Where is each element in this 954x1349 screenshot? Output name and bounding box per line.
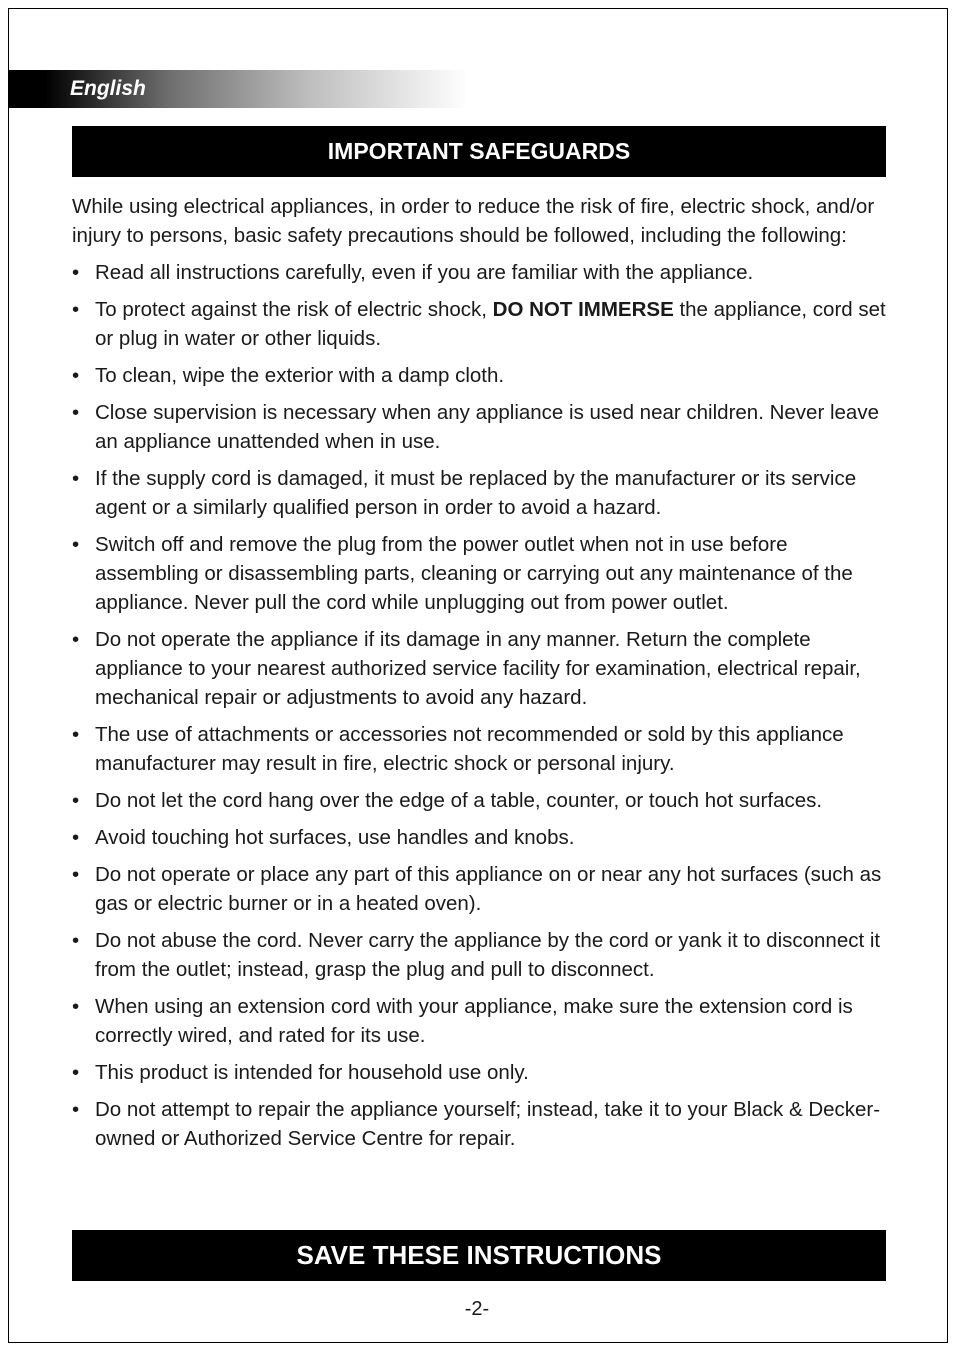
bullet-icon: • — [72, 261, 80, 284]
list-item — [72, 823, 886, 852]
save-instructions-banner — [72, 1230, 886, 1281]
item-text: Do not attempt to repair the appliance yourself; instead, take it to your Black & Decker-owned or Authorized Service Centre for repair. — [95, 1098, 881, 1150]
item-text: When using an extension cord with your appliance, make sure the extension cord is correctly wired, and rated for its use. — [95, 995, 853, 1047]
list-item — [72, 1095, 886, 1153]
page-number: -2- — [464, 1298, 490, 1320]
bullet-icon: • — [72, 1061, 80, 1084]
bullet-icon: • — [72, 863, 80, 886]
language-label: English — [70, 77, 146, 100]
list-item — [72, 926, 886, 984]
list-item — [72, 464, 886, 522]
item-text: Do not abuse the cord. Never carry the appliance by the cord or yank it to disconnect it from the outlet; instead, grasp the plug and pull to disconnect. — [95, 929, 881, 981]
list-item — [72, 786, 886, 815]
item-text: Close supervision is necessary when any appliance is used near children. Never leave an appliance unattended when in use. — [95, 401, 879, 453]
bullet-icon: • — [72, 995, 80, 1018]
bullet-icon: • — [72, 401, 80, 424]
item-text: Avoid touching hot surfaces, use handles and knobs. — [95, 826, 575, 849]
bullet-icon: • — [72, 789, 80, 812]
safeguards-content — [72, 192, 886, 1161]
bullet-icon: • — [72, 1098, 80, 1121]
item-text: To clean, wipe the exterior with a damp cloth. — [95, 364, 505, 387]
save-instructions-title: SAVE THESE INSTRUCTIONS — [296, 1240, 662, 1270]
list-item — [72, 1058, 886, 1087]
item-text: Do not operate the appliance if its damage in any manner. Return the complete appliance to your nearest authorized service facility for examination, electrical repair, mechanical repair or adjustments to avoid any hazard. — [95, 628, 861, 709]
intro-paragraph: While using electrical appliances, in order to reduce the risk of fire, electric shock, and/or injury to persons, basic safety precautions should be followed, including the following: — [72, 195, 875, 247]
item-text: If the supply cord is damaged, it must be replaced by the manufacturer or its service agent or a similarly qualified person in order to avoid a hazard. — [95, 467, 857, 519]
item-text-emphasis: DO NOT IMMERSE — [492, 298, 674, 321]
list-item — [72, 860, 886, 918]
list-item — [72, 625, 886, 712]
item-text: The use of attachments or accessories not recommended or sold by this appliance manufacturer may result in fire, electric shock or personal injury. — [95, 723, 844, 775]
item-text: This product is intended for household use only. — [95, 1061, 529, 1084]
safeguards-list — [72, 258, 886, 1153]
bullet-icon: • — [72, 298, 80, 321]
list-item — [72, 720, 886, 778]
section-header — [72, 126, 886, 177]
list-item — [72, 398, 886, 456]
list-item — [72, 992, 886, 1050]
bullet-icon: • — [72, 826, 80, 849]
section-title: IMPORTANT SAFEGUARDS — [327, 138, 631, 164]
item-text: Do not let the cord hang over the edge of a table, counter, or touch hot surfaces. — [95, 789, 823, 812]
bullet-icon: • — [72, 628, 80, 651]
bullet-icon: • — [72, 723, 80, 746]
list-item — [72, 258, 886, 287]
list-item — [72, 361, 886, 390]
language-tab — [8, 70, 468, 108]
bullet-icon: • — [72, 467, 80, 490]
bullet-icon: • — [72, 929, 80, 952]
item-text: Do not operate or place any part of this appliance on or near any hot surfaces (such as gas or electric burner or in a heated oven). — [95, 863, 882, 915]
list-item — [72, 530, 886, 617]
item-text: Read all instructions carefully, even if you are familiar with the appliance. — [95, 261, 754, 284]
bullet-icon: • — [72, 533, 80, 556]
bullet-icon: • — [72, 364, 80, 387]
item-text-before: To protect against the risk of electric shock, — [95, 298, 493, 321]
list-item — [72, 295, 886, 353]
item-text: Switch off and remove the plug from the power outlet when not in use before assembling or disassembling parts, cleaning or carrying out any maintenance of the appliance. Never pull the cord while unplugging out from power outlet. — [95, 533, 853, 614]
item-text-after: the appliance, cord set or plug in water or other liquids. — [95, 298, 886, 350]
